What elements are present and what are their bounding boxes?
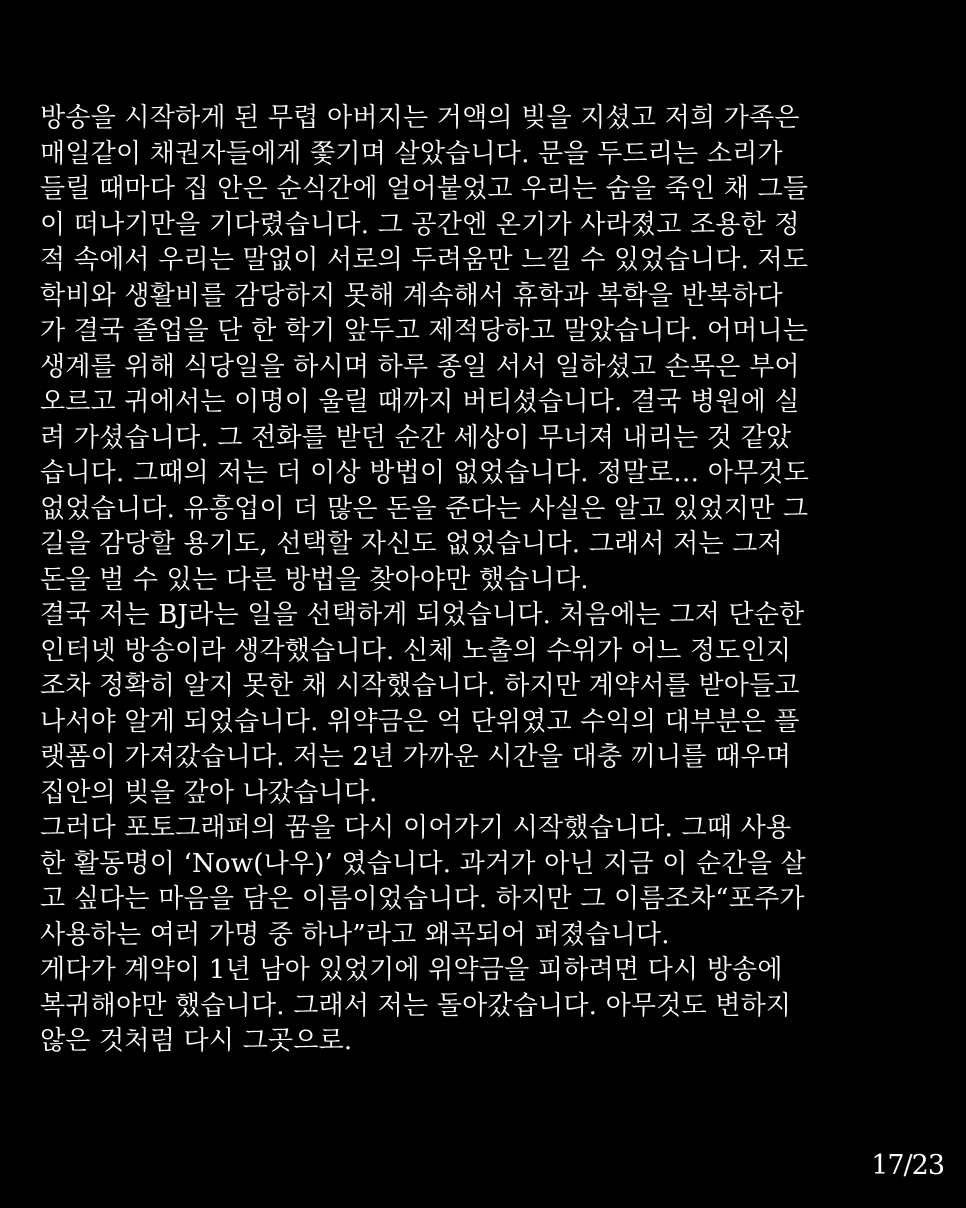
text-line: 복귀해야만 했습니다. 그래서 저는 돌아갔습니다. 아무것도 변하지 [40,990,792,1021]
text-line: 학비와 생활비를 감당하지 못해 계속해서 휴학과 복학을 반복하다 [40,280,783,311]
text-line: 이 떠나기만을 기다렸습니다. 그 공간엔 온기가 사라졌고 조용한 정 [40,209,800,240]
text-line: 려 가셨습니다. 그 전화를 받던 순간 세상이 무너져 내리는 것 같았 [40,422,792,453]
text-line: 돈을 벌 수 있는 다른 방법을 찾아야만 했습니다. [40,564,589,595]
text-line: 길을 감당할 용기도, 선택할 자신도 없었습니다. 그래서 저는 그저 [40,529,783,559]
text-line: 인터넷 방송이라 생각했습니다. 신체 노출의 수위가 어느 정도인지 [40,635,792,666]
text-line: 없었습니다. 유흥업이 더 많은 돈을 준다는 사실은 알고 있었지만 그 [40,493,809,524]
text-line: 들릴 때마다 집 안은 순식간에 얼어붙었고 우리는 숨을 죽인 채 그들 [40,174,809,204]
page-number: 17/23 [871,1150,944,1181]
text-line: 랫폼이 가져갔습니다. 저는 2년 가까운 시간을 대충 끼니를 때우며 [40,742,792,772]
text-line: 생계를 위해 식당일을 하시며 하루 종일 서서 일하셨고 손목은 부어 [40,351,800,382]
text-line: 않은 것처럼 다시 그곳으로. [40,1026,353,1056]
text-line: 그러다 포토그래퍼의 꿈을 다시 이어가기 시작했습니다. 그때 사용 [40,813,792,843]
text-line: 오르고 귀에서는 이명이 울릴 때까지 버티셨습니다. 결국 병원에 실 [40,387,800,417]
text-line: 조차 정확히 알지 못한 채 시작했습니다. 하지만 계약서를 받아들고 [40,671,800,701]
text-line: 습니다. 그때의 저는 더 이상 방법이 없었습니다. 정말로… 아무것도 [40,458,810,488]
story-text-block [40,101,930,1060]
text-line: 고 싶다는 마음을 담은 이름이었습니다. 하지만 그 이름조차“포주가 [40,884,805,914]
text-line: 가 결국 졸업을 단 한 학기 앞두고 제적당하고 말았습니다. 어머니는 [40,316,809,346]
text-line: 게다가 계약이 1년 남아 있었기에 위약금을 피하려면 다시 방송에 [40,955,783,985]
text-line: 매일같이 채권자들에게 쫓기며 살았습니다. 문을 두드리는 소리가 [40,138,783,169]
text-line: 한 활동명이 ‘Now(나우)’ 였습니다. 과거가 아닌 지금 이 순간을 살 [40,848,806,879]
text-line: 사용하는 여러 가명 중 하나”라고 왜곡되어 퍼졌습니다. [40,919,670,950]
text-line: 결국 저는 BJ라는 일을 선택하게 되었습니다. 처음에는 그저 단순한 [40,600,805,630]
text-line: 나서야 알게 되었습니다. 위약금은 억 단위였고 수익의 대부분은 플 [40,706,800,737]
text-line: 방송을 시작하게 된 무렵 아버지는 거액의 빚을 지셨고 저희 가족은 [40,103,800,133]
text-line: 집안의 빚을 갚아 나갔습니다. [40,777,378,808]
text-line: 적 속에서 우리는 말없이 서로의 두려움만 느낄 수 있었습니다. 저도 [40,245,809,275]
